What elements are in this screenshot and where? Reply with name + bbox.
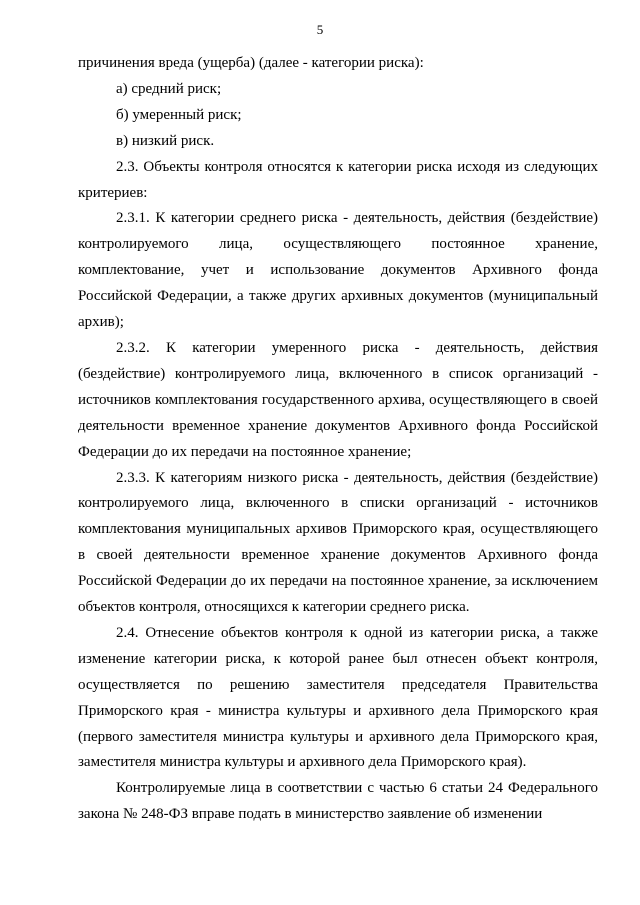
page-number: 5 (316, 22, 324, 37)
paragraph-2-3: 2.3. Объекты контроля относятся к категории риска исходя из следующих критериев: (78, 158, 598, 201)
paragraph-risk-intro: причинения вреда (ущерба) (далее - категории риска): (78, 55, 424, 71)
paragraph-2-3-3: 2.3.3. К категориям низкого риска - деятельность, действия (бездействие) контролируемого лица, включенного в списки организаций - источников комплектования муниципальных архивов Приморского края, осуществляющего в своей деятельности временное хранение документов Архивного фонда Российской Федерации до их передачи на постоянное хранение, за исключением объектов контроля, относящихся к категории среднего риска. (78, 469, 598, 616)
list-item-low-risk: в) низкий риск. (116, 132, 215, 149)
paragraph-2-3-1: 2.3.1. К категории среднего риска - деятельность, действия (бездействие) контролируемого лица, осуществляющего постоянное хранение, комплектование, учет и использование документов Архивного фонда Российской Федерации, а также других архивных документов (муниципальный архив); (78, 210, 598, 331)
paragraph-2-4: 2.4. Отнесение объектов контроля к одной из категории риска, а также изменение категории риска, к которой ранее был отнесен объект контроля, осуществляется по решению заместителя председателя Правительства Приморского края - министра культуры и архивного дела Приморского края (первого заместителя министра культуры и архивного дела Приморского края, заместителя министра культуры и архивного дела Приморского края). (78, 624, 598, 771)
paragraph-controlled-persons: Контролируемые лица в соответствии с частью 6 статьи 24 Федерального закона № 248-ФЗ вправе подать в министерство заявление об изменении (78, 780, 598, 823)
list-item-medium-risk: а) средний риск; (116, 80, 222, 97)
paragraph-2-3-2: 2.3.2. К категории умеренного риска - деятельность, действия (бездействие) контролируемого лица, включенного в список организаций - источников комплектования государственного архива, осуществляющего в своей деятельности временное хранение документов Архивного фонда Российской Федерации до их передачи на постоянное хранение; (78, 339, 598, 460)
document-body (78, 51, 598, 828)
list-item-moderate-risk: б) умеренный риск; (116, 106, 242, 123)
